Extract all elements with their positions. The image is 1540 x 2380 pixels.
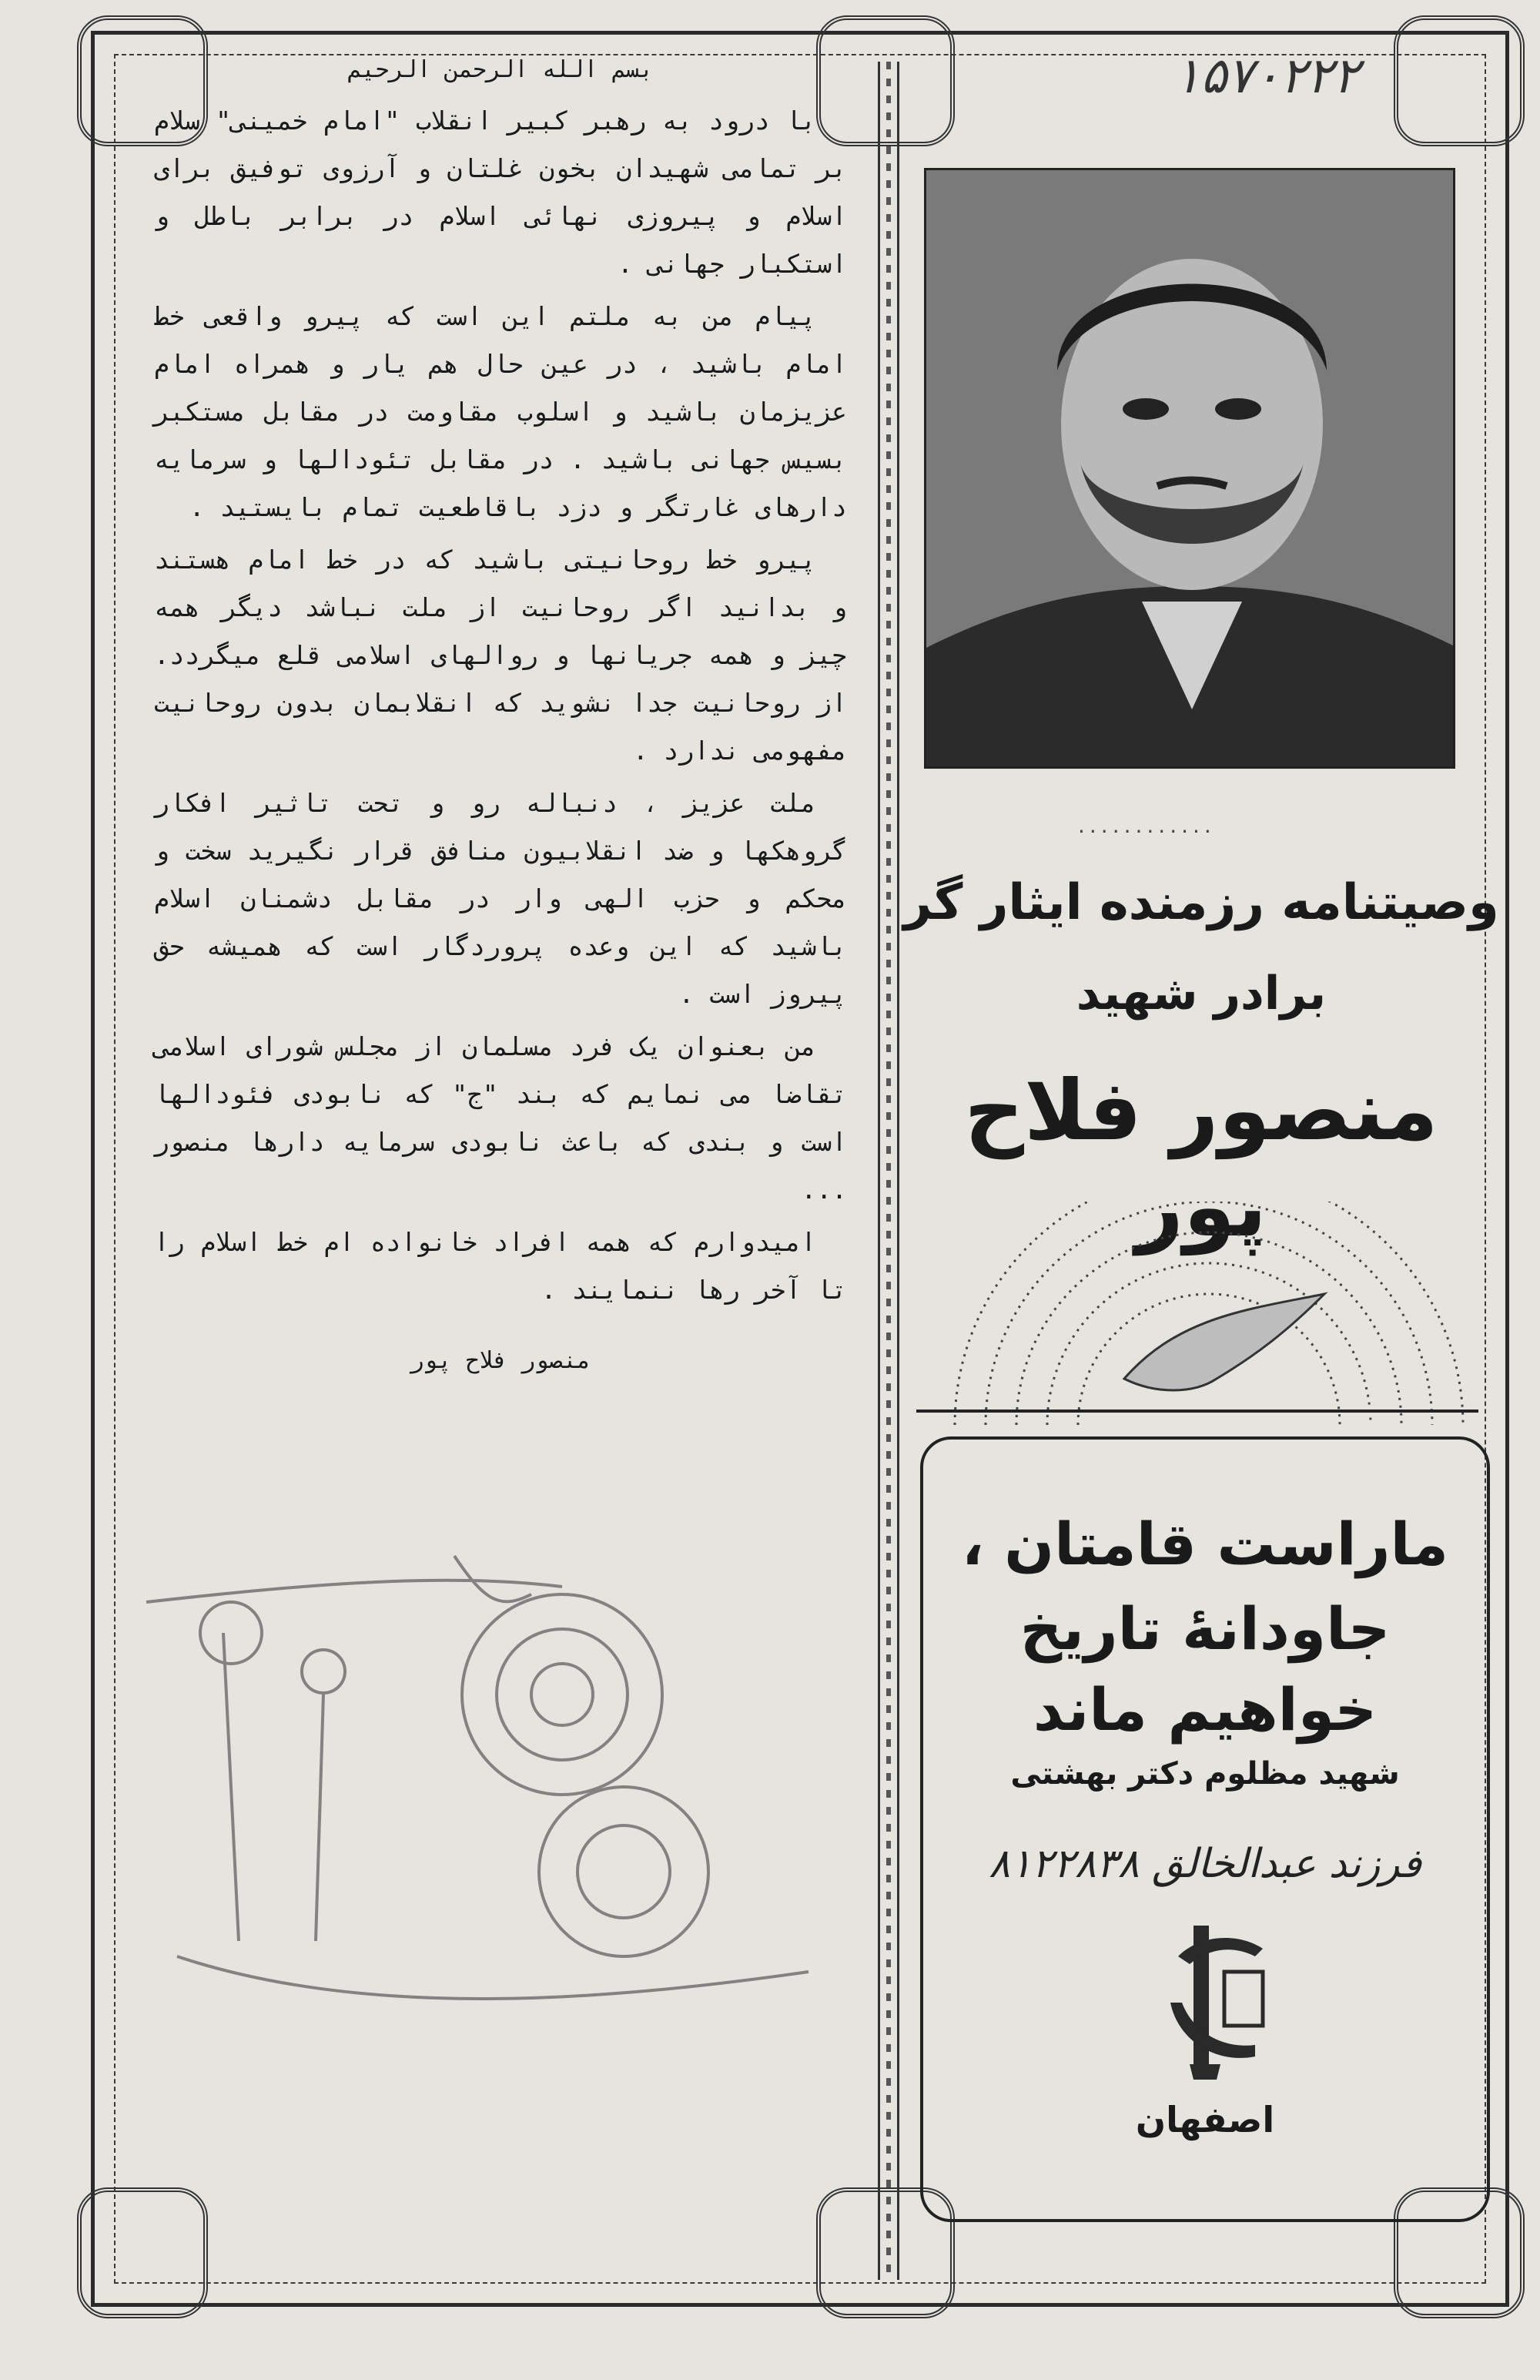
title-line-1: وصیتنامه رزمنده ایثار گر (903, 874, 1499, 931)
quote-line-3: خواهیم ماند (1033, 1675, 1378, 1744)
bismillah: بسم الله الرحمن الرحیم (347, 56, 654, 83)
paragraph: من بعنوان یک فرد مسلمان از مجلس شورای اسلامی تقاضا می نمایم که بند "ج" که نابودی فئودالها است و بندی که باعث نابودی سرمایه دارها منصور ... (154, 1031, 847, 1205)
separator-line (916, 1410, 1478, 1416)
paragraph: ملت عزیز ، دنباله رو و تحت تاثیر افکار گروهکها و ضد انقلابیون منافق قرار نگیرید سخت و محکم و حزب الهی وار در مقابل دشمنان اسلام باشید که این وعده پروردگار است که همیشه حق پیروز است . (154, 788, 847, 1009)
testament-text (154, 46, 847, 2164)
portrait-photo (924, 168, 1455, 769)
column-divider (878, 62, 899, 2280)
corner-ornament-icon (77, 2187, 208, 2318)
dove-rays-icon (924, 1202, 1494, 1425)
city-label: اصفهان (1135, 2099, 1275, 2140)
quote-author: شهید مظلوم دکتر بهشتی (1010, 1756, 1400, 1792)
quote-line-1: ماراست قامتان ، (961, 1510, 1449, 1578)
paragraph: با درود به رهبر کبیر انقلاب "امام خمینی" سلام بر تمامی شهیدان بخون غلتان و آرزوی توفیق برای اسلام و پیروزی نهائی اسلام در برابر باطل و استکبار جهانی . (154, 106, 847, 279)
title-line-2: برادر شهید (1076, 967, 1327, 1021)
sepah-emblem-icon (1147, 1910, 1286, 2087)
signature: منصور فلاح پور (410, 1347, 591, 1374)
dots-label: ............ (1078, 813, 1216, 838)
closing-paragraph: امیدوارم که همه افراد خانواده ام خط اسلام را تا آخر رها ننمایند . (154, 1227, 847, 1305)
archive-number: ۱۵۷۰۲۲۲ (1173, 48, 1360, 105)
paragraph: پیرو خط روحانیتی باشید که در خط امام هستند و بدانید اگر روحانیت از ملت نباشد دیگر همه چیز و همه جریانها و روالهای اسلامی قلع میگردد. از روحانیت جدا نشوید که انقلابمان بدون روحانیت مفهومی ندارد . (154, 545, 847, 766)
quote-line-2: جاودانهٔ تاریخ (1019, 1594, 1391, 1663)
handwritten-note: فرزند عبدالخالق ۸۱۲۲۸۳۸ (989, 1841, 1421, 1887)
paragraph: پیام من به ملتم این است که پیرو واقعی خط امام باشید ، در عین حال هم یار و همراه امام عزیزمان باشید و اسلوب مقاومت در مقابل مستکبر بسیس جهانی باشید . در مقابل تئودالها و سرمایه دارهای غارتگر و دزد باقاطعیت تمام بایستید . (154, 301, 847, 522)
martyr-name: منصور فلاح پور (964, 1063, 1438, 1255)
